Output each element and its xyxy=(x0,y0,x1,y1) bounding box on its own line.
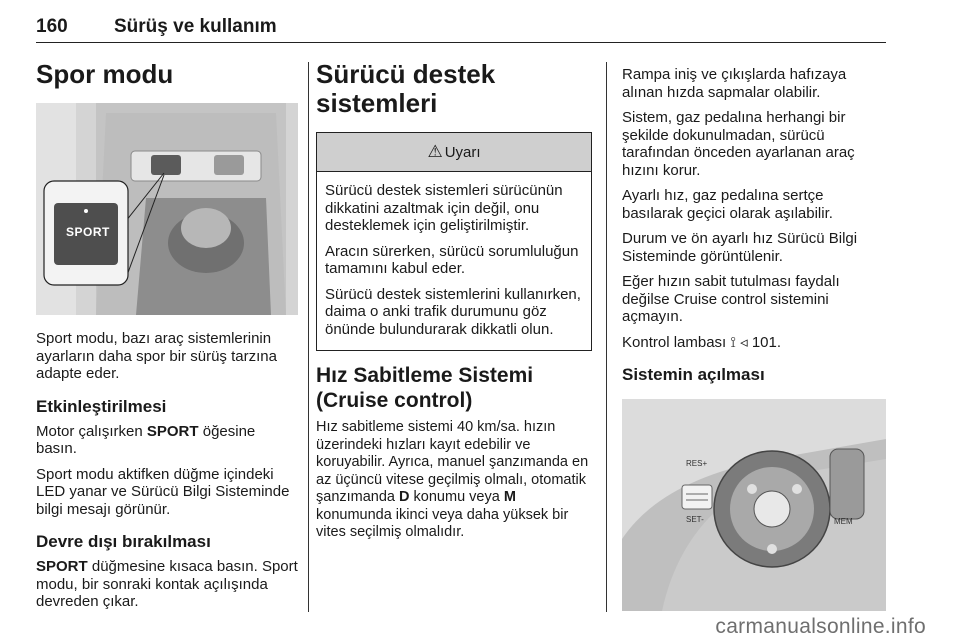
cruise-title-line2: (Cruise control) xyxy=(316,389,473,413)
warning-body xyxy=(317,172,591,350)
warning-triangle-icon: ⚠ xyxy=(427,142,443,162)
mem-label: MEM xyxy=(834,517,853,526)
warning-paragraph-2: Aracın sürerken, sürücü sorumluluğun tamamını kabul eder. xyxy=(325,242,579,278)
sport-button-label: SPORT xyxy=(66,225,110,240)
cruise-p1-c: konumu veya xyxy=(409,489,504,506)
steering-wheel-figure xyxy=(622,399,886,611)
cruise-p1-d: D xyxy=(399,489,410,506)
steering-controls-illustration xyxy=(622,399,886,611)
enable-heading: Etkinleştirilmesi xyxy=(36,396,167,416)
cruise-paragraph xyxy=(316,419,592,542)
cruise-p1-a: Hız sabitleme sistemi 40 km/sa. hızın üzerindeki hızları kayıt edebilir ve koruyabilir. Ayrıca, manuel şanzımanda en az üçüncü vitese geçilmiş olmalı, otomatik şanzımanda xyxy=(316,419,589,506)
set-label: SET- xyxy=(686,515,704,524)
col3-paragraph-3: Ayarlı hız, gaz pedalına sertçe basılarak geçici olarak aşılabilir. xyxy=(622,187,833,222)
section-title: Sürüş ve kullanım xyxy=(114,16,277,37)
col3-paragraph-2: Sistem, gaz pedalına herhangi bir şekilde dokunulmadan, sürücü tarafından önceden ayarlanan araç hızını korur. xyxy=(622,109,855,179)
column-divider-2 xyxy=(606,62,607,612)
cruise-title-line1: Hız Sabitleme Sistemi xyxy=(316,364,534,388)
disable-p1-sport: SPORT xyxy=(36,558,88,576)
warning-paragraph-1: Sürücü destek sistemleri sürücünün dikkatini azaltmak için değil, onu desteklemek için geliştirilmiştir. xyxy=(325,182,563,235)
driver-assist-title xyxy=(316,60,592,118)
enable-paragraph-1 xyxy=(36,423,298,458)
warning-header xyxy=(317,133,591,172)
column-driver-assist xyxy=(316,60,592,550)
sport-mode-title: Spor modu xyxy=(36,59,174,89)
page-header xyxy=(36,10,886,43)
console-illustration xyxy=(36,103,298,315)
column-sport-mode xyxy=(36,60,298,619)
col3-paragraph-5: Eğer hızın sabit tutulması faydalı değilse Cruise control sistemini açmayın. xyxy=(622,273,840,325)
enable-p1-sport: SPORT xyxy=(146,422,199,440)
enable-p1-post: öğesine basın. xyxy=(36,422,256,458)
res-label: RES+ xyxy=(686,459,708,468)
switch-on-heading: Sistemin açılması xyxy=(622,365,765,384)
sport-mode-intro: Sport modu, bazı araç sistemlerinin ayarların daha spor bir sürüş tarzına adapte eder. xyxy=(36,330,277,383)
indicator-lamp-text: Kontrol lambası xyxy=(622,333,731,351)
warning-box xyxy=(316,132,592,351)
driver-assist-title-line1: Sürücü destek xyxy=(316,59,496,89)
column-cruise-details xyxy=(622,66,886,611)
enable-p1-pre: Motor çalışırken xyxy=(36,422,147,440)
column-divider-1 xyxy=(308,62,309,612)
cruise-p1-m: M xyxy=(503,489,516,506)
page-ref: 101. xyxy=(747,333,782,351)
col3-paragraph-4: Durum ve ön ayarlı hız Sürücü Bilgi Sisteminde görüntülenir. xyxy=(622,230,858,265)
warning-label: Uyarı xyxy=(444,143,481,161)
cruise-indicator-icon: ⟟ ◃ xyxy=(730,333,748,351)
driver-assist-title-line2: sistemleri xyxy=(316,88,438,119)
sport-button-figure xyxy=(36,103,298,315)
warning-paragraph-3: Sürücü destek sistemlerini kullanırken, daima o anki trafik durumunu göz önünde bulundurarak dikkatli olun. xyxy=(325,285,581,338)
cruise-p1-d-end: konumunda ikinci veya daha yüksek bir vites seçilmiş olmalıdır. xyxy=(316,506,569,541)
disable-heading: Devre dışı bırakılması xyxy=(36,532,211,552)
col3-paragraph-1: Rampa iniş ve çıkışlarda hafızaya alınan hızda sapmalar olabilir. xyxy=(622,66,847,101)
cruise-control-title xyxy=(316,363,592,413)
disable-p1-post: düğmesine kısaca basın. Sport modu, bir sonraki kontak açılışında devreden çıkar. xyxy=(36,558,298,611)
watermark: carmanualsonline.info xyxy=(715,615,926,638)
disable-paragraph xyxy=(36,558,298,611)
enable-paragraph-2: Sport modu aktifken düğme içindeki LED yanar ve Sürücü Bilgi Sisteminde bilgi mesajı görünür. xyxy=(36,465,290,518)
col3-paragraph-6 xyxy=(622,334,886,352)
page-number: 160 xyxy=(36,16,68,37)
